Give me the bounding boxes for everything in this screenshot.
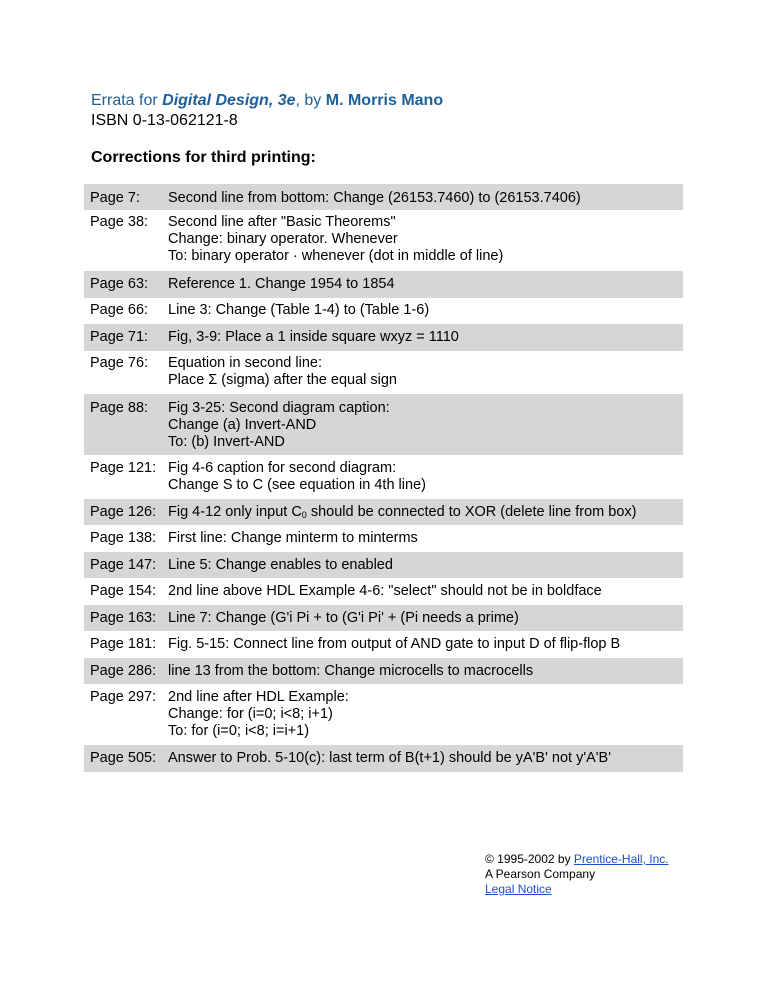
errata-page-ref: Page 71: <box>90 329 149 345</box>
correction-line: To: for (i=0; i<8; i=i+1) <box>168 723 310 739</box>
errata-row <box>84 745 683 772</box>
errata-page-ref: Page 121: <box>90 460 157 476</box>
errata-row <box>84 324 683 351</box>
errata-row <box>84 298 683 324</box>
title-prefix: Errata for <box>91 92 163 109</box>
errata-page-ref: Page 154: <box>90 583 157 599</box>
errata-correction <box>168 557 683 578</box>
correction-line: Second line from bottom: Change (26153.7460) to (26153.7406) <box>168 190 581 206</box>
publisher-link[interactable]: Prentice-Hall, Inc. <box>573 852 669 866</box>
errata-correction <box>168 329 683 351</box>
author-name: M. Morris Mano <box>325 92 444 109</box>
errata-page-ref: Page 76: <box>90 355 149 371</box>
errata-row <box>84 658 683 684</box>
correction-text: should be connected to XOR (delete line from box) <box>306 504 637 520</box>
errata-correction <box>168 302 683 324</box>
errata-page-ref: Page 505: <box>90 750 157 766</box>
errata-correction <box>168 190 683 210</box>
correction-text: Fig 4-12 only input C <box>168 504 302 520</box>
correction-line: Fig. 5-15: Connect line from output of AND gate to input D of flip-flop B <box>168 636 621 652</box>
errata-page-ref: Page 163: <box>90 610 157 626</box>
correction-line: Equation in second line: <box>168 355 322 371</box>
correction-line: Fig 4-6 caption for second diagram: <box>168 460 397 476</box>
title-by: , by <box>295 92 326 109</box>
correction-line: 2nd line after HDL Example: <box>168 689 349 705</box>
errata-correction <box>168 504 683 525</box>
errata-row <box>84 455 683 499</box>
correction-line: First line: Change minterm to minterms <box>168 530 418 546</box>
errata-page-ref: Page 147: <box>90 557 157 573</box>
errata-row <box>84 184 683 210</box>
correction-line: Change S to C (see equation in 4th line) <box>168 477 426 493</box>
correction-line: 2nd line above HDL Example 4-6: "select" should not be in boldface <box>168 583 602 599</box>
errata-correction <box>168 583 683 605</box>
subscript: 0 <box>301 510 307 520</box>
errata-correction <box>168 663 683 684</box>
errata-row <box>84 499 683 525</box>
errata-correction <box>168 400 683 455</box>
errata-page-ref: Page 126: <box>90 504 157 520</box>
errata-row <box>84 210 683 271</box>
correction-line: Change (a) Invert-AND <box>168 417 317 433</box>
errata-row <box>84 605 683 631</box>
legal-notice-link[interactable]: Legal Notice <box>485 882 552 896</box>
errata-row <box>84 525 683 552</box>
errata-row <box>84 351 683 394</box>
correction-line: To: binary operator · whenever (dot in middle of line) <box>168 248 504 264</box>
errata-page-ref: Page 297: <box>90 689 157 705</box>
errata-row <box>84 578 683 605</box>
errata-row <box>84 631 683 658</box>
correction-line: Change: for (i=0; i<8; i+1) <box>168 706 333 722</box>
section-heading: Corrections for third printing: <box>91 149 316 166</box>
errata-page-ref: Page 88: <box>90 400 149 416</box>
errata-correction <box>168 214 683 271</box>
errata-correction <box>168 355 683 394</box>
correction-line: Place Σ (sigma) after the equal sign <box>168 372 397 388</box>
correction-line: To: (b) Invert-AND <box>168 434 285 450</box>
errata-row <box>84 271 683 298</box>
footer <box>485 852 669 897</box>
isbn: ISBN 0-13-062121-8 <box>91 112 238 129</box>
errata-correction <box>168 530 683 552</box>
errata-table <box>84 184 683 772</box>
errata-page-ref: Page 66: <box>90 302 149 318</box>
correction-line: line 13 from the bottom: Change microcells to macrocells <box>168 663 534 679</box>
correction-line: Fig, 3-9: Place a 1 inside square wxyz = 1110 <box>168 329 459 345</box>
errata-page-ref: Page 63: <box>90 276 149 292</box>
errata-correction <box>168 750 683 772</box>
errata-correction <box>168 636 683 658</box>
correction-line: Answer to Prob. 5-10(c): last term of B(t+1) should be yA'B' not y'A'B' <box>168 750 611 766</box>
errata-page-ref: Page 38: <box>90 214 149 230</box>
correction-line: Line 7: Change (G'i Pi + to (G'i Pi' + (Pi needs a prime) <box>168 610 519 626</box>
correction-line: Line 3: Change (Table 1-4) to (Table 1-6) <box>168 302 430 318</box>
page-title <box>91 91 443 111</box>
errata-page-ref: Page 7: <box>90 190 140 206</box>
book-title: Digital Design, 3e <box>162 92 296 109</box>
correction-line: Second line after "Basic Theorems" <box>168 214 396 230</box>
errata-correction <box>168 276 683 298</box>
errata-row <box>84 394 683 455</box>
copyright-text: © 1995-2002 by <box>485 852 574 866</box>
correction-line: Change: binary operator. Whenever <box>168 231 398 247</box>
errata-row <box>84 684 683 745</box>
errata-correction <box>168 460 683 499</box>
correction-line: Line 5: Change enables to enabled <box>168 557 393 573</box>
correction-line: Fig 3-25: Second diagram caption: <box>168 400 390 416</box>
correction-line: Reference 1. Change 1954 to 1854 <box>168 276 395 292</box>
errata-correction <box>168 610 683 631</box>
errata-page-ref: Page 181: <box>90 636 157 652</box>
errata-row <box>84 552 683 578</box>
correction-line <box>168 504 683 522</box>
errata-correction <box>168 689 683 745</box>
errata-page-ref: Page 138: <box>90 530 157 546</box>
company-text: A Pearson Company <box>485 867 596 881</box>
errata-page-ref: Page 286: <box>90 663 157 679</box>
